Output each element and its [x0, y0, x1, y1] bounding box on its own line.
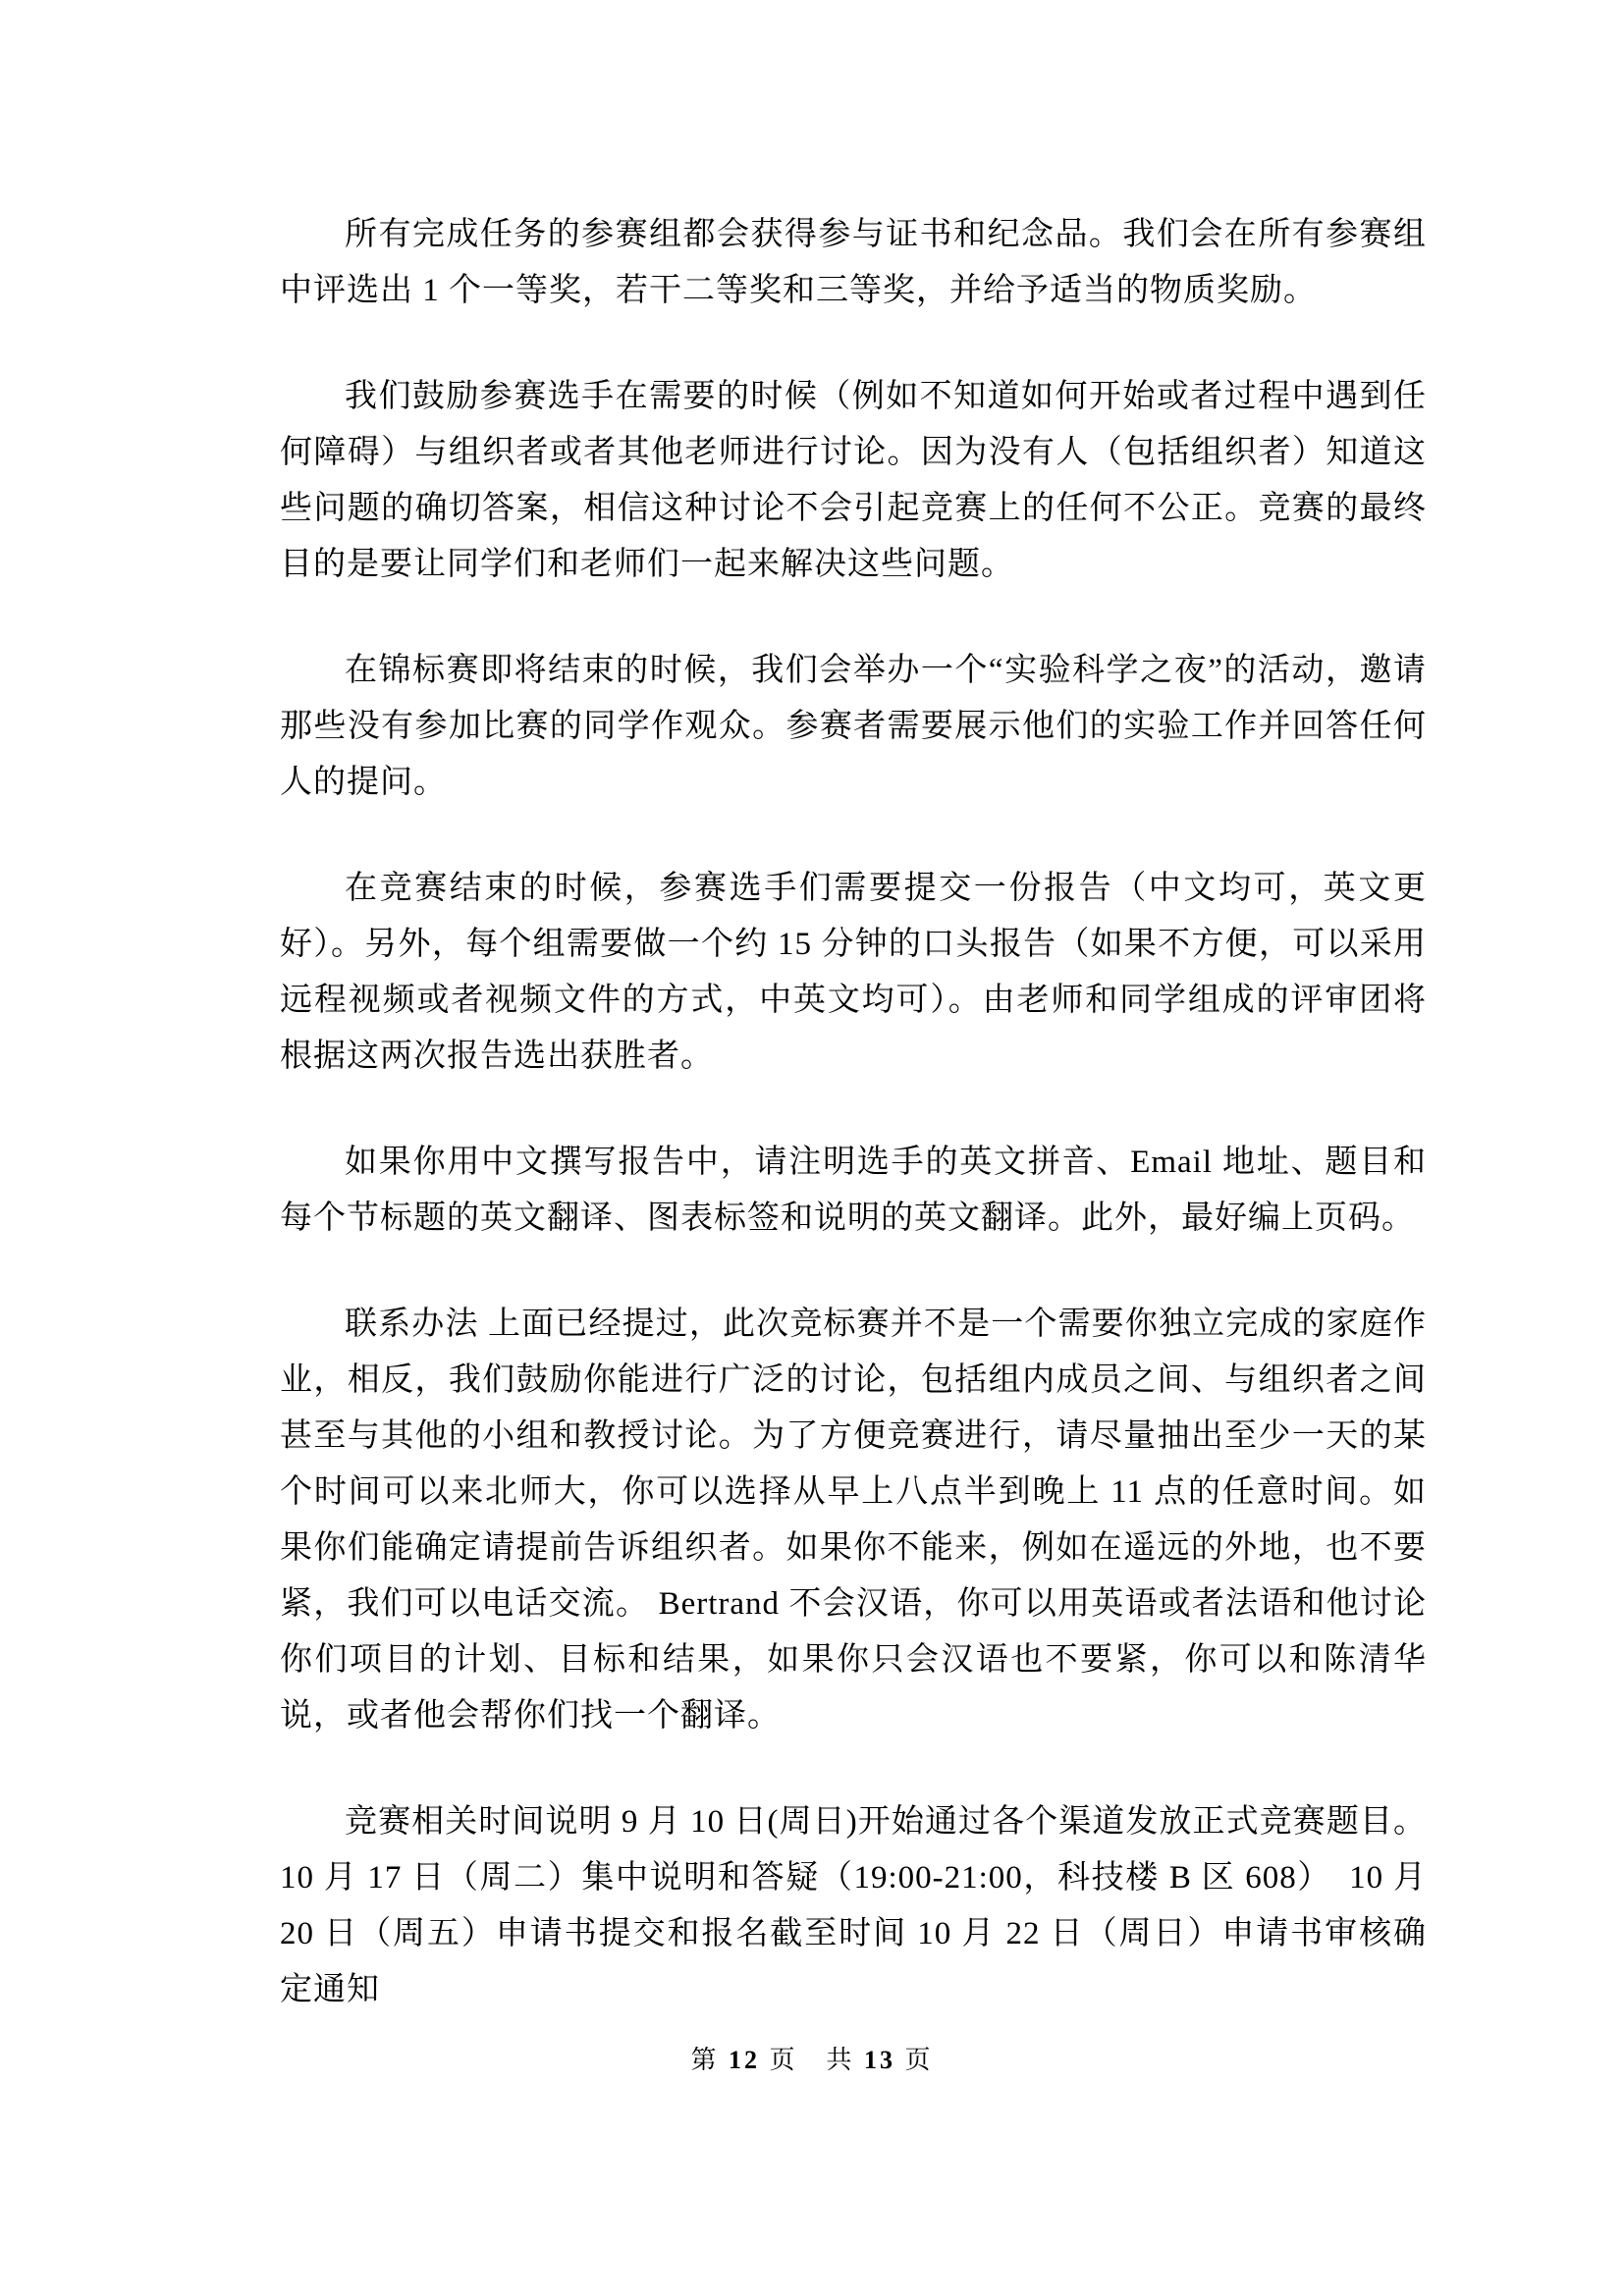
paragraph-report-requirements: 在竞赛结束的时候，参赛选手们需要提交一份报告（中文均可，英文更好）。另外，每个组需要做一个约 15 分钟的口头报告（如果不方便，可以采用远程视频或者视频文件的方式，中英文均可）。由老师和同学组成的评审团将根据这两次报告选出获胜者。	[280, 871, 1427, 1074]
current-page-number: 12	[728, 2046, 760, 2074]
paragraph-discussion-encouraged: 我们鼓励参赛选手在需要的时候（例如不知道如何开始或者过程中遇到任何障碍）与组织者或者其他老师进行讨论。因为没有人（包括组织者）知道这些问题的确切答案，相信这种讨论不会引起竞赛上的任何不公正。竞赛的最终目的是要让同学们和老师们一起来解决这些问题。	[280, 379, 1427, 582]
total-page-number: 13	[864, 2046, 895, 2074]
paragraph-contact-method: 联系办法 上面已经提过，此次竞标赛并不是一个需要你独立完成的家庭作业，相反，我们鼓励你能进行广泛的讨论，包括组内成员之间、与组织者之间甚至与其他的小组和教授讨论。为了方便竞赛进行，请尽量抽出至少一天的某个时间可以来北师大，你可以选择从早上八点半到晚上 11 点的任意时间。如果你们能确定请提前告诉组织者。如果你不能来，例如在遥远的外地，也不要紧，我们可以电话交流。 Bertrand 不会汉语，你可以用英语或者法语和他讨论你们项目的计划、目标和结果，如果你只会汉语也不要紧，你可以和陈清华说，或者他会帮你们找一个翻译。	[280, 1307, 1427, 1734]
footer-prefix-label: 第	[690, 2046, 729, 2074]
page-footer	[0, 2046, 1624, 2075]
paragraph-schedule: 竞赛相关时间说明 9 月 10 日(周日)开始通过各个渠道发放正式竞赛题目。10 月 17 日（周二）集中说明和答疑（19:00-21:00，科技楼 B 区 608） 10 月 20 日（周五）申请书提交和报名截至时间 10 月 22 日（周日）申请书审核确定通知	[280, 1804, 1427, 2007]
paragraph-science-night: 在锦标赛即将结束的时候，我们会举办一个“实验科学之夜”的活动，邀请那些没有参加比赛的同学作观众。参赛者需要展示他们的实验工作并回答任何人的提问。	[280, 653, 1427, 800]
paragraph-chinese-report-notes: 如果你用中文撰写报告中，请注明选手的英文拼音、Email 地址、题目和每个节标题的英文翻译、图表标签和说明的英文翻译。此外，最好编上页码。	[280, 1145, 1427, 1236]
document-body	[280, 207, 1427, 2068]
paragraph-awards: 所有完成任务的参赛组都会获得参与证书和纪念品。我们会在所有参赛组中评选出 1 个一等奖，若干二等奖和三等奖，并给予适当的物质奖励。	[280, 217, 1427, 308]
footer-middle-label: 页 共	[759, 2046, 864, 2074]
footer-suffix-label: 页	[895, 2046, 934, 2074]
